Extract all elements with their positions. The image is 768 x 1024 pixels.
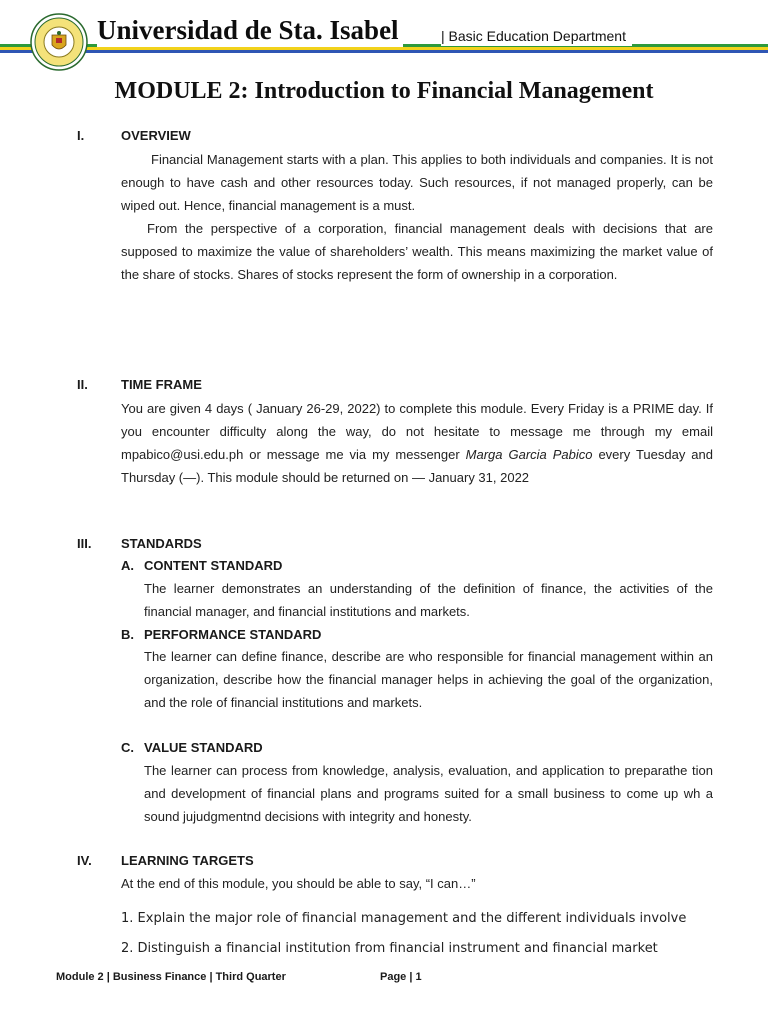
section-number: IV.: [77, 853, 92, 868]
institution-name: Universidad de Sta. Isabel: [97, 13, 403, 47]
performance-standard-text: The learner can define finance, describe are who responsible for financial management within an organization, describe how the financial manager helps in achieving the goal of the organization, and the role of financial institutions and markets.: [144, 649, 713, 710]
list-item: 2. Distinguish a financial institution from financial instrument and financial market: [121, 941, 658, 956]
learning-targets-intro: At the end of this module, you should be able to say, “I can…”: [121, 876, 476, 891]
overview-paragraph-1: [121, 148, 713, 217]
subheading-performance-standard: [121, 627, 321, 642]
section-number: III.: [77, 536, 92, 551]
time-frame-text-a: You are given 4 days ( January 26-29, 2022) to complete this module. Every Friday is a PRIME day. If you encounter difficulty along the way, do not hesitate to message me through my email mpabico@usi.edu.ph or message me via my messenger: [121, 401, 713, 462]
subheading-letter: B.: [121, 627, 134, 642]
subheading-label: CONTENT STANDARD: [144, 558, 283, 573]
page-header: [0, 0, 768, 80]
section-label: OVERVIEW: [121, 128, 191, 143]
messenger-name: Marga Garcia Pabico: [465, 447, 593, 462]
subheading-label: PERFORMANCE STANDARD: [144, 627, 322, 642]
content-standard-text: The learner demonstrates an understanding of the definition of finance, the activities of the financial manager, and financial institutions and markets.: [144, 581, 713, 619]
subheading-content-standard: [121, 558, 282, 573]
value-standard-text: The learner can process from knowledge, analysis, evaluation, and application to preparathe tion and development of financial plans and programs suited for a small business to come up wh a sound jujudgmentnd decisions with integrity and honesty.: [144, 763, 713, 824]
subheading-letter: A.: [121, 558, 134, 573]
footer-page-number: Page | 1: [380, 971, 422, 983]
overview-text-2: From the perspective of a corporation, financial management deals with decisions that are supposed to maximize the value of shareholders’ wealth. This means maximizing the market value of the share of stocks. Shares of stocks represent the form of ownership in a corporation.: [121, 221, 713, 282]
school-seal-icon: [30, 13, 88, 71]
subheading-value-standard: [121, 740, 263, 755]
section-label: LEARNING TARGETS: [121, 853, 254, 868]
page-title: MODULE 2: Introduction to Financial Management: [114, 78, 654, 104]
section-number: I.: [77, 128, 85, 143]
header-band-blue: [0, 50, 768, 53]
section-number: II.: [77, 377, 88, 392]
overview-paragraph-2: [121, 217, 713, 286]
list-item: 1. Explain the major role of financial management and the different individuals involve: [121, 911, 687, 926]
subheading-letter: C.: [121, 740, 134, 755]
time-frame-text-b: every Tuesday and Thursday (—). This module should be returned on — January 31, 2022: [121, 447, 713, 485]
footer-module-info: Module 2 | Business Finance | Third Quarter: [56, 971, 286, 983]
department-name: | Basic Education Department: [441, 26, 632, 46]
section-label: STANDARDS: [121, 536, 202, 551]
section-label: TIME FRAME: [121, 377, 202, 392]
overview-text-1: Financial Management starts with a plan. This applies to both individuals and companies. It is not enough to have cash and other resources today. Such resources, if not managed properly, can be wiped out. Hence, financial management is a must.: [121, 152, 713, 213]
subheading-label: VALUE STANDARD: [144, 740, 263, 755]
time-frame-paragraph: [121, 397, 713, 489]
